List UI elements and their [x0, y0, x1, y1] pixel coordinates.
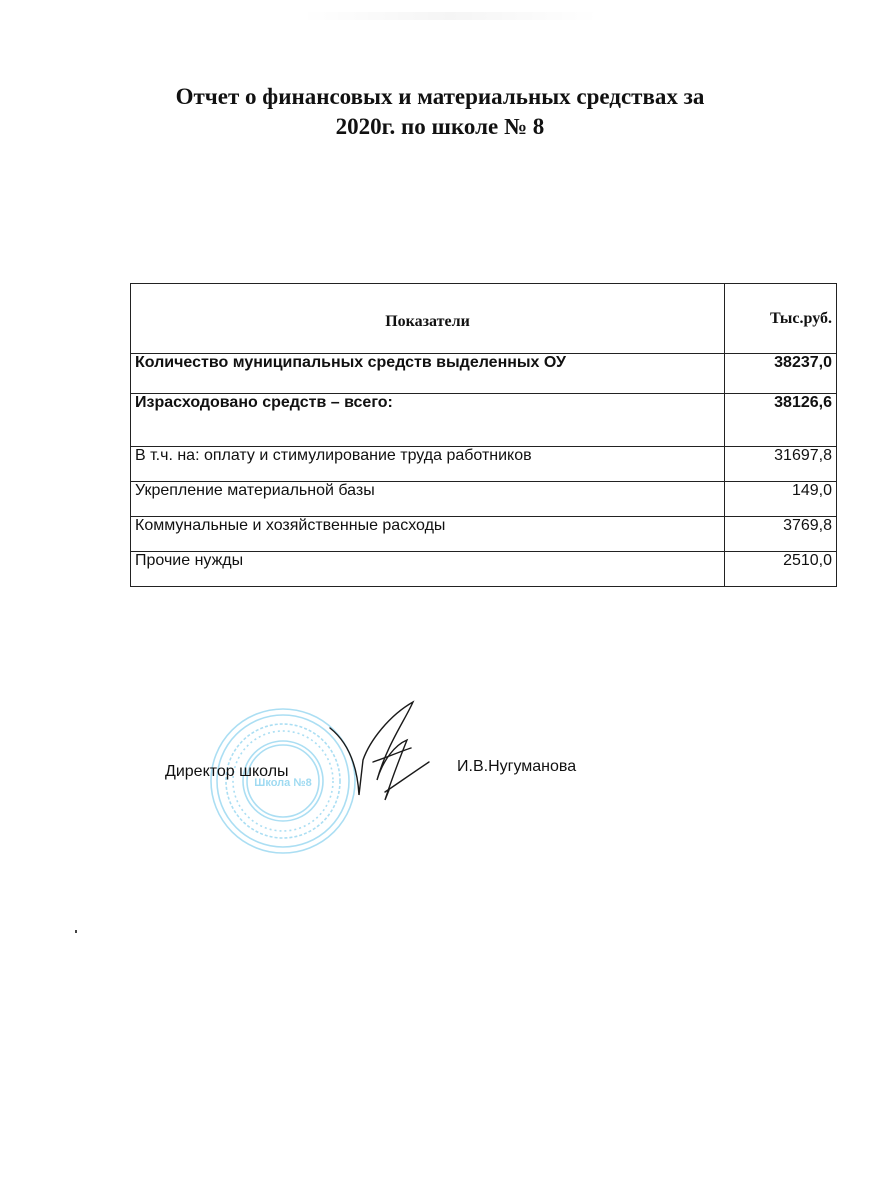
row-value: 149,0	[725, 482, 837, 517]
row-value: 31697,8	[725, 447, 837, 482]
director-title: Директор школы	[165, 763, 289, 780]
seal-text: Школа №8	[254, 777, 312, 789]
table-row	[131, 517, 837, 552]
row-label: Укрепление материальной базы	[131, 482, 725, 517]
row-value: 38126,6	[725, 394, 837, 447]
row-value: 3769,8	[725, 517, 837, 552]
row-label: В т.ч. на: оплату и стимулирование труда работников	[131, 447, 725, 482]
row-label: Израсходовано средств – всего:	[131, 394, 725, 447]
title-line-2: 2020г. по школе № 8	[335, 114, 545, 139]
row-label: Коммунальные и хозяйственные расходы	[131, 517, 725, 552]
title-line-1: Отчет о финансовых и материальных средствах за	[175, 84, 705, 109]
row-value: 2510,0	[725, 552, 837, 587]
header-unit: Тыс.руб.	[725, 284, 837, 354]
header-indicator: Показатели	[131, 284, 725, 354]
signature-scribble	[325, 700, 445, 815]
table-row	[131, 354, 837, 394]
row-label: Количество муниципальных средств выделенных ОУ	[131, 354, 725, 394]
scan-speck	[75, 930, 77, 933]
row-label: Прочие нужды	[131, 552, 725, 587]
finance-table	[130, 283, 837, 587]
table-row	[131, 552, 837, 587]
table-row	[131, 482, 837, 517]
director-name: И.В.Нугуманова	[457, 758, 577, 775]
row-value: 38237,0	[725, 354, 837, 394]
table-row	[131, 447, 837, 482]
page-title	[150, 82, 730, 142]
table-header-row	[131, 284, 837, 354]
table-row	[131, 394, 837, 447]
scan-artifact	[300, 12, 600, 20]
